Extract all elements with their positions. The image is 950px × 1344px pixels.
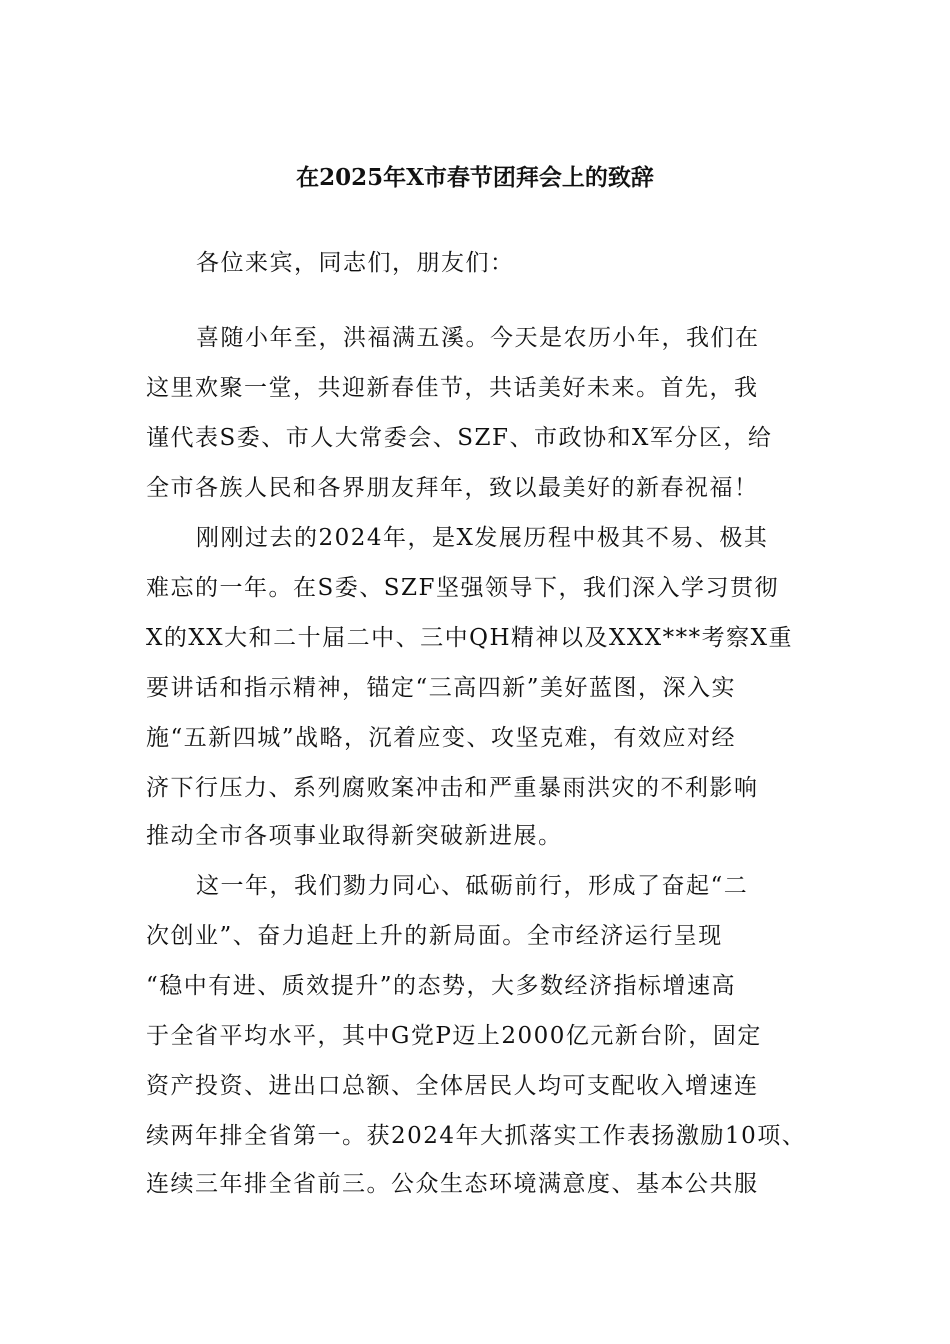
salutation: 各位来宾，同志们，朋友们： xyxy=(196,250,515,276)
document-title: 在2025年X市春节团拜会上的致辞 xyxy=(296,164,654,191)
paragraph-line: 推动全市各项事业取得新突破新进展。 xyxy=(146,823,563,849)
paragraph-line: “稳中有进、质效提升”的态势，大多数经济指标增速高 xyxy=(146,973,737,999)
paragraph-line: 次创业”、奋力追赶上升的新局面。全市经济运行呈现 xyxy=(146,923,723,949)
paragraph-line: 要讲话和指示精神，锚定“三高四新”美好蓝图，深入实 xyxy=(146,675,737,701)
paragraph-line: 资产投资、进出口总额、全体居民人均可支配收入增速连 xyxy=(146,1073,759,1099)
paragraph-line: 这一年，我们勠力同心、砥砺前行，形成了奋起“二 xyxy=(196,873,749,899)
paragraph-line: X的XX大和二十届二中、三中QH精神以及XXX***考察X重 xyxy=(146,625,794,651)
paragraph-line: 续两年排全省第一。获2024年大抓落实工作表扬激励10项、 xyxy=(146,1123,807,1149)
paragraph-line: 施“五新四城”战略，沉着应变、攻坚克难，有效应对经 xyxy=(146,725,737,751)
paragraph-line: 这里欢聚一堂，共迎新春佳节，共话美好未来。首先，我 xyxy=(146,375,759,401)
paragraph-line: 于全省平均水平，其中G党P迈上2000亿元新台阶，固定 xyxy=(146,1023,762,1049)
paragraph-line: 济下行压力、系列腐败案冲击和严重暴雨洪灾的不利影响 xyxy=(146,775,759,801)
paragraph-line: 连续三年排全省前三。公众生态环境满意度、基本公共服 xyxy=(146,1171,759,1197)
paragraph-line: 谨代表S委、市人大常委会、SZF、市政协和X军分区，给 xyxy=(146,425,773,451)
paragraph-line: 刚刚过去的2024年，是X发展历程中极其不易、极其 xyxy=(196,525,769,551)
paragraph-line: 全市各族人民和各界朋友拜年，致以最美好的新春祝福！ xyxy=(146,475,759,501)
paragraph-line: 难忘的一年。在S委、SZF坚强领导下，我们深入学习贯彻 xyxy=(146,575,779,601)
paragraph-line: 喜随小年至，洪福满五溪。今天是农历小年，我们在 xyxy=(196,325,760,351)
